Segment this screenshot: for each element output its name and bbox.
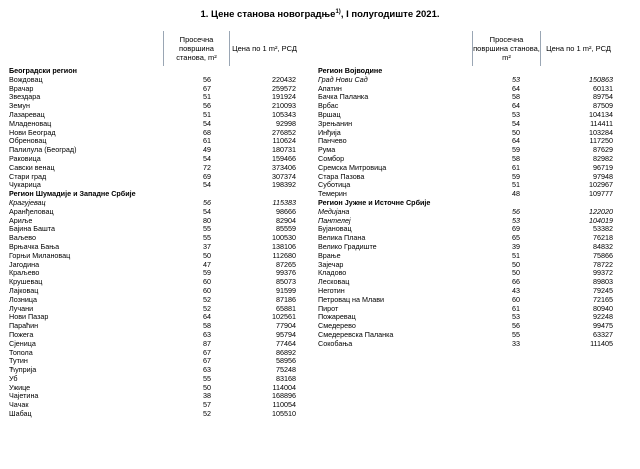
- municipality-name: Чукарица: [9, 180, 41, 190]
- municipality-name: Лучани: [9, 303, 34, 313]
- municipality-name: Кладово: [318, 268, 347, 278]
- price-per-m2-cell: 220432: [272, 74, 296, 84]
- municipality-name: Параћин: [9, 321, 39, 331]
- price-per-m2-cell: 168896: [272, 391, 296, 401]
- price-per-m2-cell: 97948: [593, 171, 613, 181]
- municipality-name: Краљево: [9, 268, 40, 278]
- average-area-cell: 53: [512, 74, 520, 84]
- average-area-cell: 60: [512, 294, 520, 304]
- average-area-cell: 55: [203, 233, 211, 243]
- average-area-cell: 65: [512, 233, 520, 243]
- municipality-name: Уб: [9, 373, 18, 383]
- municipality-name: Медијана: [318, 206, 350, 216]
- title-main: 1. Цене станова новоградње: [200, 9, 336, 20]
- municipality-name: Смедеревска Паланка: [318, 329, 394, 339]
- price-per-m2-cell: 77904: [276, 321, 296, 331]
- average-area-cell: 53: [512, 215, 520, 225]
- average-area-cell: 56: [203, 74, 211, 84]
- average-area-cell: 64: [512, 136, 520, 146]
- price-per-m2-cell: 63327: [593, 329, 613, 339]
- municipality-name: Пожега: [9, 329, 34, 339]
- municipality-name: Лесковац: [318, 277, 350, 287]
- average-area-cell: 56: [512, 321, 520, 331]
- average-area-cell: 58: [512, 153, 520, 163]
- price-per-m2-cell: 210093: [272, 101, 296, 111]
- average-area-cell: 59: [512, 145, 520, 155]
- average-area-cell: 67: [203, 83, 211, 93]
- average-area-cell: 56: [203, 101, 211, 111]
- average-area-cell: 67: [203, 356, 211, 366]
- average-area-cell: 54: [512, 118, 520, 128]
- municipality-name: Чачак: [9, 400, 29, 410]
- municipality-name: Земун: [9, 101, 30, 111]
- average-area-cell: 37: [203, 241, 211, 251]
- municipality-name: Младеновац: [9, 118, 52, 128]
- municipality-name: Обреновац: [9, 136, 47, 146]
- price-per-m2-cell: 92998: [276, 118, 296, 128]
- municipality-name: Лазаревац: [9, 109, 45, 119]
- price-per-m2-cell: 110624: [272, 136, 296, 146]
- average-area-cell: 51: [512, 250, 520, 260]
- price-per-m2-cell: 307374: [272, 171, 296, 181]
- municipality-name: Смедерево: [318, 321, 356, 331]
- municipality-name: Сомбор: [318, 153, 345, 163]
- price-per-m2-cell: 100530: [272, 233, 296, 243]
- municipality-name: Вршац: [318, 109, 341, 119]
- municipality-name: Крушевац: [9, 277, 43, 287]
- municipality-name: Нови Пазар: [9, 312, 49, 322]
- average-area-cell: 69: [203, 171, 211, 181]
- average-area-cell: 60: [203, 277, 211, 287]
- title-suffix: , I полугодиште 2021.: [340, 9, 440, 20]
- average-area-cell: 53: [512, 109, 520, 119]
- municipality-name: Бујановац: [318, 224, 352, 234]
- price-per-m2-cell: 105510: [272, 409, 296, 419]
- municipality-name: Ћуприја: [9, 365, 37, 375]
- municipality-name: Шабац: [9, 409, 32, 419]
- price-per-m2-cell: 122020: [589, 206, 613, 216]
- price-per-m2-cell: 99372: [593, 268, 613, 278]
- municipality-name: Звездара: [9, 92, 41, 102]
- header-municipality: [316, 31, 472, 66]
- average-area-cell: 52: [203, 409, 211, 419]
- price-per-m2-cell: 85073: [276, 277, 296, 287]
- price-per-m2-cell: 110054: [272, 400, 296, 410]
- price-per-m2-cell: 99475: [593, 321, 613, 331]
- average-area-cell: 60: [203, 285, 211, 295]
- price-per-m2-cell: 87265: [276, 259, 296, 269]
- average-area-cell: 48: [512, 189, 520, 199]
- price-per-m2-cell: 159466: [272, 153, 296, 163]
- price-per-m2-cell: 102561: [272, 312, 296, 322]
- price-per-m2-cell: 85559: [276, 224, 296, 234]
- average-area-cell: 54: [203, 118, 211, 128]
- average-area-cell: 57: [203, 400, 211, 410]
- average-area-cell: 50: [203, 382, 211, 392]
- average-area-cell: 55: [203, 373, 211, 383]
- municipality-name: Раковица: [9, 153, 41, 163]
- price-per-m2-cell: 138106: [272, 241, 296, 251]
- price-per-m2-cell: 115383: [272, 197, 296, 207]
- average-area-cell: 52: [203, 303, 211, 313]
- price-per-m2-cell: 86892: [276, 347, 296, 357]
- price-per-m2-cell: 89754: [593, 92, 613, 102]
- average-area-cell: 58: [203, 321, 211, 331]
- price-per-m2-cell: 109777: [589, 189, 613, 199]
- average-area-cell: 59: [203, 268, 211, 278]
- municipality-name: Инђија: [318, 127, 341, 137]
- price-per-m2-cell: 114004: [272, 382, 296, 392]
- price-per-m2-cell: 191924: [272, 92, 296, 102]
- average-area-cell: 53: [512, 312, 520, 322]
- price-per-m2-cell: 150863: [589, 74, 613, 84]
- municipality-name: Чајетина: [9, 391, 39, 401]
- price-per-m2-cell: 79245: [593, 285, 613, 295]
- municipality-name: Лозница: [9, 294, 38, 304]
- municipality-name: Стари град: [9, 171, 47, 181]
- average-area-cell: 63: [203, 329, 211, 339]
- average-area-cell: 61: [512, 162, 520, 172]
- price-per-m2-cell: 58956: [276, 356, 296, 366]
- price-per-m2-cell: 198392: [272, 180, 296, 190]
- price-per-m2-cell: 98666: [276, 206, 296, 216]
- average-area-cell: 50: [512, 268, 520, 278]
- municipality-name: Врање: [318, 250, 341, 260]
- average-area-cell: 87: [203, 338, 211, 348]
- average-area-cell: 52: [203, 294, 211, 304]
- municipality-name: Зрењанин: [318, 118, 353, 128]
- municipality-name: Велика Плана: [318, 233, 366, 243]
- price-per-m2-cell: 80940: [593, 303, 613, 313]
- price-per-m2-cell: 82904: [276, 215, 296, 225]
- average-area-cell: 51: [512, 180, 520, 190]
- price-per-m2-cell: 75248: [276, 365, 296, 375]
- average-area-cell: 56: [512, 206, 520, 216]
- municipality-name: Савски венац: [9, 162, 55, 172]
- price-per-m2-cell: 117250: [589, 136, 613, 146]
- table-title: [0, 9, 640, 21]
- price-per-m2-cell: 78722: [593, 259, 613, 269]
- region-name: Регион Војводине: [318, 66, 383, 75]
- header-average-area: Просечна површина станова, m²: [163, 31, 229, 66]
- municipality-name: Темерин: [318, 189, 347, 199]
- municipality-name: Јагодина: [9, 259, 40, 269]
- average-area-cell: 55: [512, 329, 520, 339]
- average-area-cell: 54: [203, 206, 211, 216]
- header-price-per-m2: Цена по 1 m², РСД: [229, 31, 299, 66]
- price-per-m2-cell: 91599: [276, 285, 296, 295]
- municipality-name: Ариље: [9, 215, 33, 225]
- average-area-cell: 50: [203, 250, 211, 260]
- price-per-m2-cell: 65881: [276, 303, 296, 313]
- average-area-cell: 55: [203, 224, 211, 234]
- municipality-name: Крагујевац: [9, 197, 46, 207]
- average-area-cell: 68: [203, 127, 211, 137]
- price-per-m2-cell: 180731: [272, 145, 296, 155]
- municipality-name: Апатин: [318, 83, 342, 93]
- municipality-name: Пантелеј: [318, 215, 351, 225]
- average-area-cell: 56: [203, 197, 211, 207]
- municipality-name: Панчево: [318, 136, 347, 146]
- municipality-name: Сокобања: [318, 338, 353, 348]
- municipality-name: Лајковац: [9, 285, 39, 295]
- average-area-cell: 50: [512, 127, 520, 137]
- price-per-m2-cell: 102967: [589, 180, 613, 190]
- price-per-m2-cell: 111405: [590, 338, 613, 348]
- municipality-name: Велико Градиште: [318, 241, 377, 251]
- average-area-cell: 67: [203, 347, 211, 357]
- municipality-name: Ваљево: [9, 233, 37, 243]
- average-area-cell: 66: [512, 277, 520, 287]
- municipality-name: Тутин: [9, 356, 28, 366]
- average-area-cell: 38: [203, 391, 211, 401]
- average-area-cell: 80: [203, 215, 211, 225]
- price-per-m2-cell: 83168: [276, 373, 296, 383]
- price-per-m2-cell: 84832: [593, 241, 613, 251]
- region-name: Београдски регион: [9, 66, 77, 75]
- average-area-cell: 49: [203, 145, 211, 155]
- price-per-m2-cell: 89803: [593, 277, 613, 287]
- average-area-cell: 33: [512, 338, 520, 348]
- average-area-cell: 61: [512, 303, 520, 313]
- price-per-m2-cell: 104019: [589, 215, 613, 225]
- price-per-m2-cell: 87186: [276, 294, 296, 304]
- municipality-name: Пирот: [318, 303, 339, 313]
- average-area-cell: 64: [512, 83, 520, 93]
- price-per-m2-cell: 96719: [593, 162, 613, 172]
- municipality-name: Суботица: [318, 180, 351, 190]
- price-per-m2-cell: 77464: [276, 338, 296, 348]
- average-area-cell: 51: [203, 109, 211, 119]
- price-per-m2-cell: 72165: [593, 294, 613, 304]
- price-per-m2-cell: 373406: [272, 162, 296, 172]
- municipality-name: Пожаревац: [318, 312, 356, 322]
- average-area-cell: 54: [203, 180, 211, 190]
- price-per-m2-cell: 76218: [593, 233, 613, 243]
- average-area-cell: 43: [512, 285, 520, 295]
- municipality-name: Стара Пазова: [318, 171, 365, 181]
- municipality-name: Неготин: [318, 285, 345, 295]
- municipality-name: Врачар: [9, 83, 34, 93]
- municipality-name: Бајина Башта: [9, 224, 55, 234]
- average-area-cell: 63: [203, 365, 211, 375]
- average-area-cell: 50: [512, 259, 520, 269]
- municipality-name: Рума: [318, 145, 336, 155]
- region-name: Регион Јужне и Источне Србије: [318, 197, 431, 207]
- average-area-cell: 61: [203, 136, 211, 146]
- header-price-per-m2: Цена по 1 m², РСД: [540, 31, 616, 66]
- average-area-cell: 58: [512, 92, 520, 102]
- average-area-cell: 64: [203, 312, 211, 322]
- price-per-m2-cell: 103284: [589, 127, 613, 137]
- price-per-m2-cell: 105343: [272, 109, 296, 119]
- municipality-name: Палилула (Београд): [9, 145, 77, 155]
- price-per-m2-cell: 259572: [272, 83, 296, 93]
- header-municipality: [7, 31, 163, 66]
- municipality-name: Нови Београд: [9, 127, 56, 137]
- price-per-m2-cell: 114411: [590, 118, 613, 128]
- municipality-name: Сремска Митровица: [318, 162, 387, 172]
- price-per-m2-cell: 53382: [593, 224, 613, 234]
- municipality-name: Ужице: [9, 382, 31, 392]
- region-name: Регион Шумадије и Западне Србије: [9, 189, 136, 199]
- average-area-cell: 54: [203, 153, 211, 163]
- municipality-name: Бачка Паланка: [318, 92, 369, 102]
- municipality-name: Зајечар: [318, 259, 344, 269]
- price-per-m2-cell: 276852: [272, 127, 296, 137]
- price-per-m2-cell: 82982: [593, 153, 613, 163]
- average-area-cell: 39: [512, 241, 520, 251]
- average-area-cell: 51: [203, 92, 211, 102]
- price-per-m2-cell: 87509: [593, 101, 613, 111]
- municipality-name: Петровац на Млави: [318, 294, 385, 304]
- municipality-name: Топола: [9, 347, 33, 357]
- average-area-cell: 72: [203, 162, 211, 172]
- average-area-cell: 69: [512, 224, 520, 234]
- municipality-name: Вождовац: [9, 74, 43, 84]
- price-per-m2-cell: 92248: [593, 312, 613, 322]
- header-average-area: Просечна површина станова, m²: [472, 31, 540, 66]
- average-area-cell: 47: [203, 259, 211, 269]
- average-area-cell: 64: [512, 101, 520, 111]
- municipality-name: Град Нови Сад: [318, 74, 368, 84]
- price-per-m2-cell: 87629: [593, 145, 613, 155]
- average-area-cell: 59: [512, 171, 520, 181]
- municipality-name: Врњачка Бања: [9, 241, 60, 251]
- price-per-m2-cell: 99376: [276, 268, 296, 278]
- municipality-name: Врбас: [318, 101, 339, 111]
- title-footnote-marker: 1): [335, 9, 341, 15]
- price-per-m2-cell: 104134: [589, 109, 613, 119]
- price-per-m2-cell: 112680: [272, 250, 296, 260]
- price-per-m2-cell: 60131: [593, 83, 613, 93]
- municipality-name: Аранђеловац: [9, 206, 54, 216]
- municipality-name: Сјеница: [9, 338, 36, 348]
- price-per-m2-cell: 95794: [276, 329, 296, 339]
- price-per-m2-cell: 75866: [593, 250, 613, 260]
- municipality-name: Горњи Милановац: [9, 250, 71, 260]
